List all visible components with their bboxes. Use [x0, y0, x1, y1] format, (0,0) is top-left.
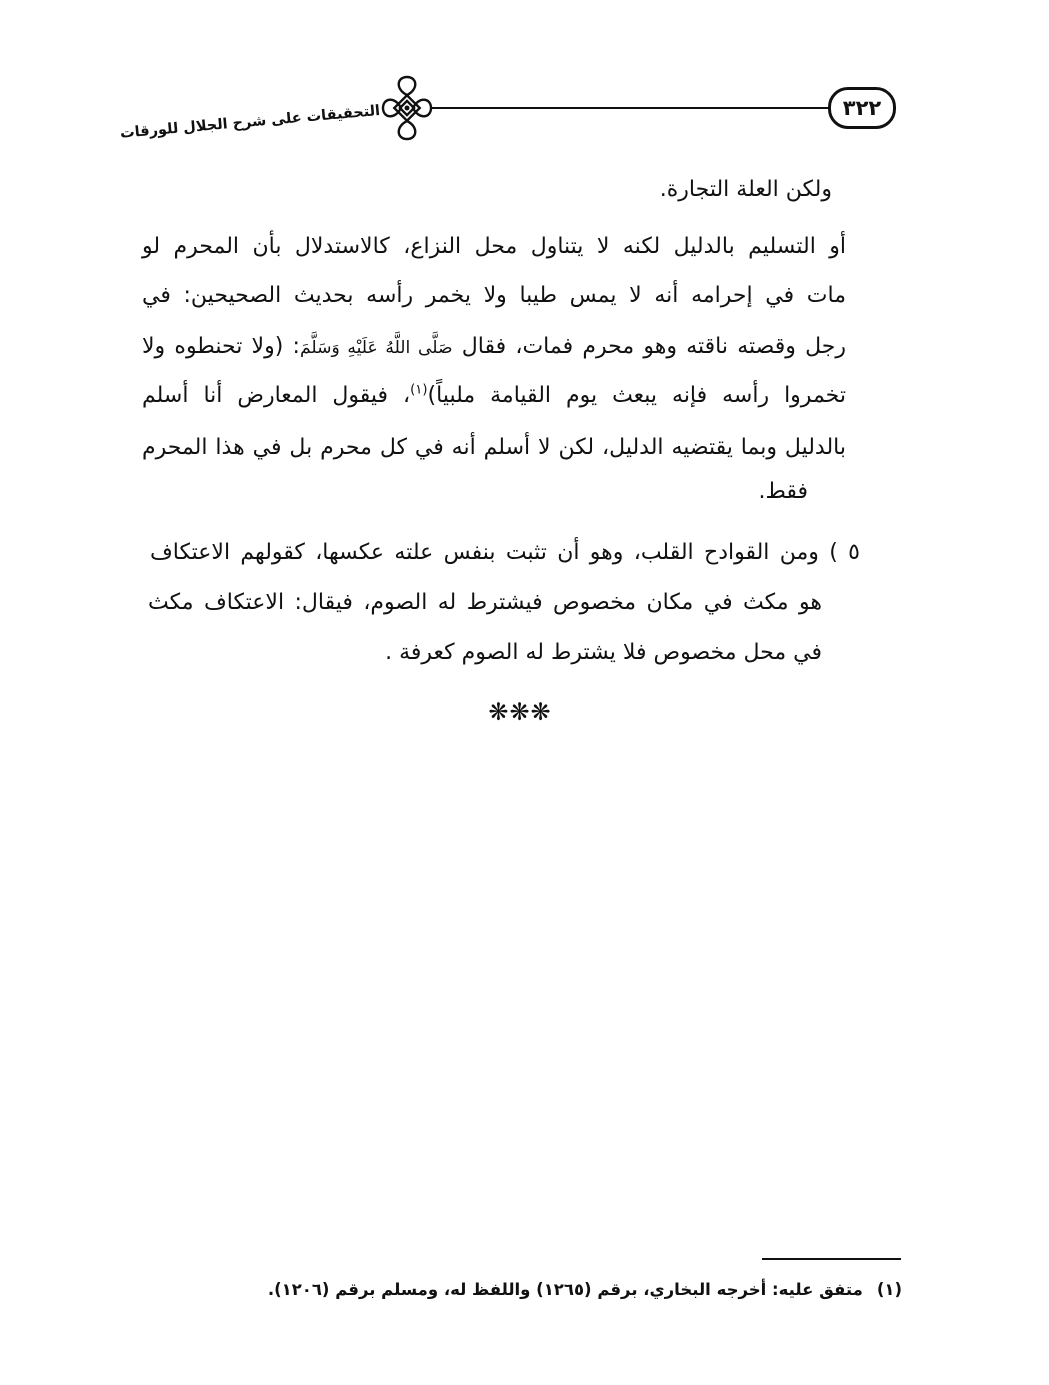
section-separator: ❋❋❋ [488, 698, 552, 726]
body-line: في محل مخصوص فلا يشترط له الصوم كعرفة . [385, 640, 822, 665]
footnote [250, 1276, 902, 1304]
body-line: هو مكث في مكان مخصوص فيشترط له الصوم، فيقال: الاعتكاف مكث [148, 590, 822, 615]
body-line [142, 322, 846, 373]
running-title: التحقيقات على شرح الجلال للورقات [119, 103, 381, 142]
body-line: ولكن العلة التجارة. [659, 177, 832, 202]
body-line: أو التسليم بالدليل لكنه لا يتناول محل النزاع، كالاستدلال بأن المحرم لو [142, 234, 846, 259]
footnote-text: متفق عليه: أخرجه البخاري، برقم (١٢٦٥) واللفظ له، ومسلم برقم (١٢٠٦). [267, 1280, 863, 1299]
body-line: ٥ ) ومن القوادح القلب، وهو أن تثبت بنفس علته عكسها، كقولهم الاعتكاف [150, 540, 860, 565]
body-line: مات في إحرامه أنه لا يمس طيبا ولا يخمر رأسه بحديث الصحيحين: في [142, 283, 846, 308]
page-number: ٣٢٢ [828, 87, 896, 129]
honorific-phrase: صَلَّى اللَّهُ عَلَيْهِ وَسَلَّمَ [299, 338, 453, 358]
body-text: رجل وقصته ناقته وهو محرم فمات، فقال [461, 334, 846, 359]
footnote-rule [762, 1258, 901, 1260]
body-line: بالدليل وبما يقتضيه الدليل، لكن لا أسلم أنه في كل محرم بل في هذا المحرم [142, 435, 846, 460]
body-text: : (ولا تحنطوه ولا [142, 334, 300, 359]
body-line [142, 371, 846, 421]
body-text: تخمروا رأسه فإنه يبعث يوم القيامة ملبياً) [427, 383, 846, 408]
footnote-marker: (١) [876, 1280, 902, 1299]
header-rule [432, 107, 828, 109]
body-line: فقط. [758, 479, 808, 504]
knot-ornament-icon [379, 73, 435, 143]
footnote-ref: (١) [410, 382, 428, 398]
body-text: ، فيقول المعارض أنا أسلم [142, 383, 411, 408]
